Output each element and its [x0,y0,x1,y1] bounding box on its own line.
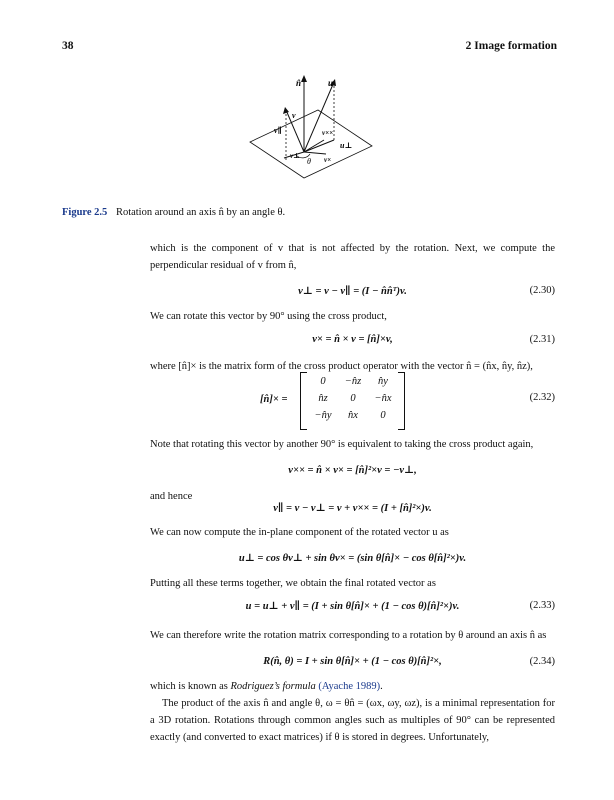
matrix-cell: n̂z [318,393,328,404]
paragraph-4: Note that rotating this vector by another 90° is equivalent to taking the cross product again, [150,439,534,450]
label-v-par: v∥ [274,126,282,135]
matrix-cell: −n̂x [374,393,392,404]
paragraph-10: The product of the axis n̂ and angle θ, ω = θn̂ = (ωx, ωy, ωz), is a minimal representation for a 3D rotation. Rotations through common angles such as multiples of 90° can be represented exactly (and converted to exact matrices) if θ is stored in degrees. Unfortunately, [150,698,555,743]
equation-math: v⊥ = v − v∥ = (I − n̂n̂ᵀ)v. [298,286,407,297]
equation-math: u = u⊥ + v∥ = (I + sin θ[n̂]× + (1 − cos θ)[n̂]²×)v. [245,601,460,612]
paragraph-2: We can rotate this vector by 90° using the cross product, [150,311,387,322]
running-header [62,40,557,56]
equation-2-31 [150,334,555,352]
chapter-title: 2 Image formation [465,40,557,52]
matrix-cell: 0 [350,393,356,404]
equation-uperp [150,552,555,570]
label-u-perp: u⊥ [340,141,353,150]
term-rodriguez-formula: Rodriguez’s formula [230,681,316,692]
label-v-perp: v⊥ [290,152,300,160]
equation-math: R(n̂, θ) = I + sin θ[n̂]× + (1 − cos θ)[n̂]²×, [263,656,442,667]
equation-number: (2.34) [529,656,555,667]
matrix-lhs: [n̂]× = [260,394,288,405]
paragraph-1: which is the component of v that is not affected by the rotation. Next, we compute the perpendicular residual of v from n̂, [150,243,555,271]
label-u: u [328,78,334,88]
matrix-cell: n̂x [348,410,358,421]
equation-2-33 [150,600,555,618]
rotation-figure [230,70,380,190]
text-run: . [380,681,383,692]
paragraph-6: We can now compute the in-plane component of the rotated vector u as [150,527,449,538]
text-run: which is known as [150,681,231,692]
matrix-cell: 0 [320,376,326,387]
label-v-cross: v× [324,156,332,164]
matrix-cell: n̂y [378,376,388,387]
label-n: n̂ [296,78,302,88]
paragraph-9 [150,678,555,695]
page-number: 38 [62,40,74,52]
equation-math: v∥ = v − v⊥ = v + v×× = (I + [n̂]²×)v. [273,503,432,514]
equation-2-30 [150,285,555,303]
equation-number: (2.30) [529,285,555,296]
equation-number: (2.31) [529,334,555,345]
figure-label: Figure 2.5 [62,207,108,218]
matrix-cell: 0 [380,410,386,421]
v-cross-arrow [304,152,326,154]
equation-vxx [150,464,555,482]
citation-link[interactable]: (Ayache 1989) [318,681,381,692]
equation-vpar [150,502,555,520]
equation-number: (2.32) [529,392,555,403]
label-v: v [292,111,296,120]
equation-math: u⊥ = cos θv⊥ + sin θv× = (sin θ[n̂]× − cos θ[n̂]²×)v. [238,553,467,564]
matrix-cell: −n̂z [344,376,362,387]
equation-2-34 [150,656,555,674]
caption-text: Rotation around an axis n̂ by an angle θ. [115,207,286,218]
label-theta: θ [307,157,311,166]
matrix-cell: −n̂y [314,410,332,421]
paragraph-5: and hence [150,491,193,502]
figure-caption [62,207,285,218]
equation-2-32-number-row [150,392,555,410]
equation-math: v×× = n̂ × v× = [n̂]²×v = −v⊥, [288,465,417,476]
equation-number: (2.33) [529,600,555,611]
paragraph-3: where [n̂]× is the matrix form of the cross product operator with the vector n̂ = (n̂x, n̂y, n̂z), [150,361,533,372]
paragraph-8: We can therefore write the rotation matrix corresponding to a rotation by θ around an axis n̂ as [150,630,547,641]
equation-math: v× = n̂ × v = [n̂]×v, [312,334,393,345]
label-v-xx: v×× [322,129,334,137]
paragraph-7: Putting all these terms together, we obtain the final rotated vector as [150,578,436,589]
rotation-plane [250,110,372,178]
